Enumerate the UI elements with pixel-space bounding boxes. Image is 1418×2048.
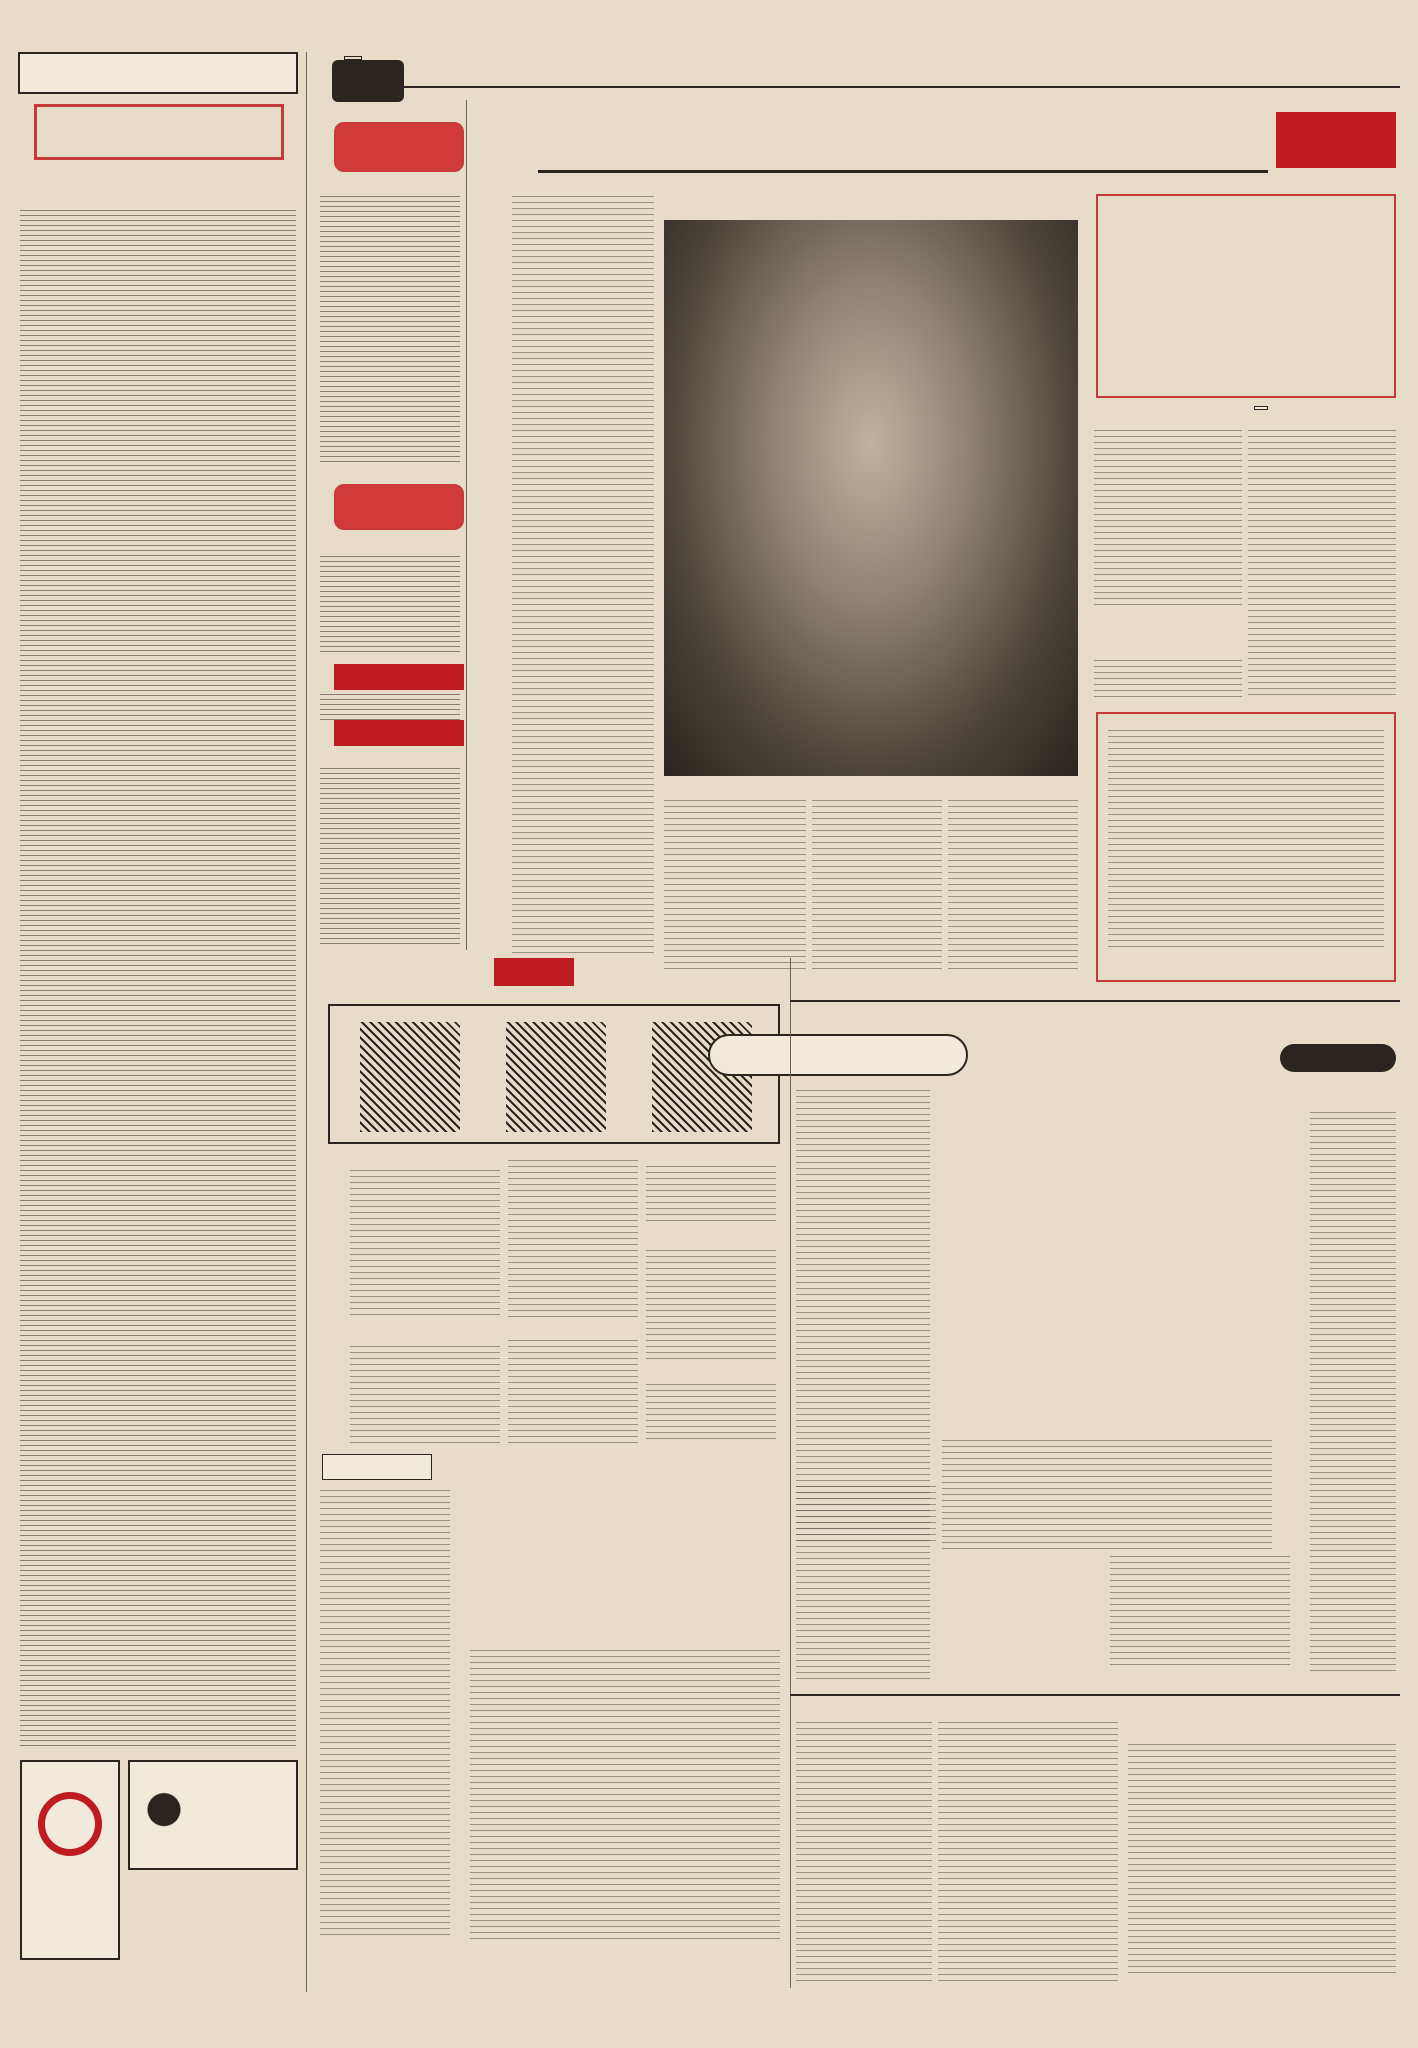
lead-body-bottom-3 [664, 800, 806, 970]
news-title-box [494, 958, 574, 986]
horoscope-title-box [322, 1454, 432, 1480]
lead-body-left-col-1 [512, 196, 654, 956]
magazine-ad [128, 1880, 298, 1960]
crossword2-clues-right [1128, 1744, 1396, 1976]
museum-article-box [1096, 712, 1396, 982]
tv-logo [332, 60, 404, 102]
cinema-column-rule [306, 52, 307, 1992]
kashi-logo-icon [38, 1792, 102, 1856]
crossword1-clues-bottom-3 [796, 1486, 936, 1546]
tv-prog1-list [320, 196, 460, 466]
cinema-listings [20, 210, 296, 1750]
tv-column-rule [466, 100, 467, 950]
mid-horizontal-rule [790, 1000, 1400, 1002]
horoscope-body [320, 1490, 450, 1940]
crossword2-clues-left [796, 1722, 932, 1982]
tree-icon [144, 1792, 184, 1836]
lead-body-col-2 [1094, 430, 1242, 610]
news-item-ballet-body [646, 1166, 776, 1226]
tv-aux-list [320, 694, 460, 720]
news-photo-frame [328, 1004, 780, 1144]
cinema-title-box [34, 104, 284, 160]
crossword-divider [790, 1694, 1400, 1696]
news-item-poet-body [350, 1170, 500, 1320]
crossword1-clues-bottom-1 [942, 1440, 1272, 1550]
park-ad [128, 1760, 298, 1870]
crossword1-grid-numbers [942, 1084, 1272, 1098]
crossword1-clues-right [1310, 1112, 1396, 1672]
crossword1-answer-grid [796, 1586, 892, 1682]
museum-body [1108, 730, 1384, 950]
tv-prog2-label [334, 484, 464, 530]
crossword2-answer-grid [940, 1862, 1036, 1958]
news-col-2-body [508, 1160, 638, 1320]
news-thumb-2 [506, 1022, 606, 1132]
lead-body-col-1 [1248, 430, 1396, 700]
crossword1-label-box [1280, 1044, 1396, 1072]
tv-prog2-list [320, 556, 460, 656]
page-header [334, 52, 1400, 88]
news-item-festival-body [646, 1384, 776, 1444]
crossword1-grid[interactable] [942, 1100, 1272, 1430]
crossword1-title-box [708, 1034, 968, 1076]
lead-body-bottom-2 [812, 800, 942, 970]
tv-us-list [320, 768, 460, 948]
kashi-ad [20, 1760, 120, 1960]
headline-underline [538, 170, 1268, 173]
tv-us-label [334, 720, 464, 746]
lead-kicker-box [1276, 112, 1396, 168]
lead-body-col-2b [1094, 660, 1242, 700]
crossword1-clues-bottom-2 [1110, 1556, 1290, 1666]
cinema-banner [18, 52, 298, 94]
tv-prog1-label [334, 122, 464, 172]
lead-body-bottom-1 [948, 800, 1078, 970]
news-item-exhibit-body [508, 1340, 638, 1444]
film-body [470, 1650, 780, 1940]
news-item-naqsh-body [350, 1346, 500, 1444]
lead-subhead-box [1096, 194, 1396, 398]
news-item-yahoo-body [646, 1250, 776, 1360]
news-column-rule [790, 958, 791, 1988]
crossword1-grid-side-numbers [1276, 1100, 1290, 1430]
tv-aux-label [334, 664, 464, 690]
lead-byline [1254, 406, 1268, 410]
news-thumb-1 [360, 1022, 460, 1132]
portrait-photo [664, 220, 1078, 776]
